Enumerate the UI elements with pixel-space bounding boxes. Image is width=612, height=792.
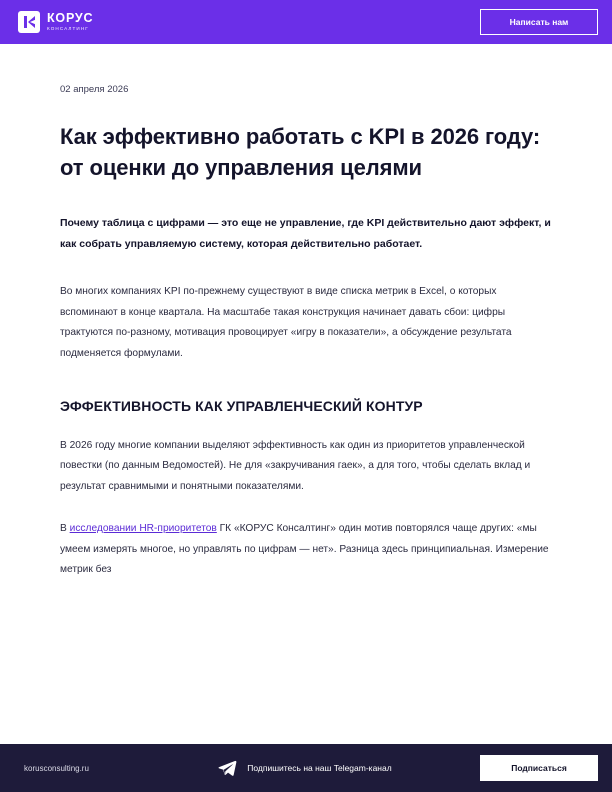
footer-subscribe-group [217,758,391,778]
contact-us-button[interactable]: Написать нам [480,9,598,35]
paragraph-3-suffix: ГК «КОРУС Консалтинг» один мотив повторялся чаще других: «мы умеем измерять многое, но управлять по цифрам — нет». Разница здесь принципиальная. Измерение метрик без [60,523,549,576]
paragraph-3-prefix: В [60,523,70,535]
subscribe-button[interactable]: Подписаться [480,755,598,781]
article-paragraph-2: В 2026 году многие компании выделяют эффективность как один из приоритетов управленческой повестки (по данным Ведомостей). Не для «закручивания гаек», а для того, чтобы сделать вклад и результат сравнимыми и понятными показателями. [60,440,531,492]
telegram-icon [217,758,237,778]
brand-logo[interactable] [18,11,93,33]
hr-research-link[interactable]: исследовании HR-приоритетов [69,523,217,535]
article-content [0,44,612,744]
site-footer [0,744,612,792]
footer-subscribe-text: Подпишитесь на наш Telegam-канал [247,763,392,773]
publish-date: 02 апреля 2026 [60,84,129,95]
brand-tagline: КОНСАЛТИНГ [47,26,89,32]
page-title: Как эффективно работать с KPI в 2026 году: от оценки до управления целями [60,124,541,181]
article-paragraph-1: Во многих компаниях KPI по-прежнему существуют в виде списка метрик в Excel, о которых вспоминают в конце квартала. На масштабе такая конструкция начинает давать сбои: цифры трактуются по-разному, мотивация провоцирует «игру в показатели», а обсуждение результата подменяется формулами. [60,286,512,359]
site-header [0,0,612,44]
korus-logo-icon [18,11,40,33]
brand-logo-text [47,12,93,32]
article-paragraph-3 [60,519,552,580]
article-lede: Почему таблица с цифрами — это еще не управление, где KPI действительно дают эффект, и как собрать управляемую систему, которая действительно работает. [60,217,551,250]
brand-name: КОРУС [47,11,94,26]
section-heading: ЭФФЕКТИВНОСТЬ КАК УПРАВЛЕНЧЕСКИЙ КОНТУР [60,398,423,415]
footer-website[interactable]: korusconsulting.ru [24,763,89,773]
